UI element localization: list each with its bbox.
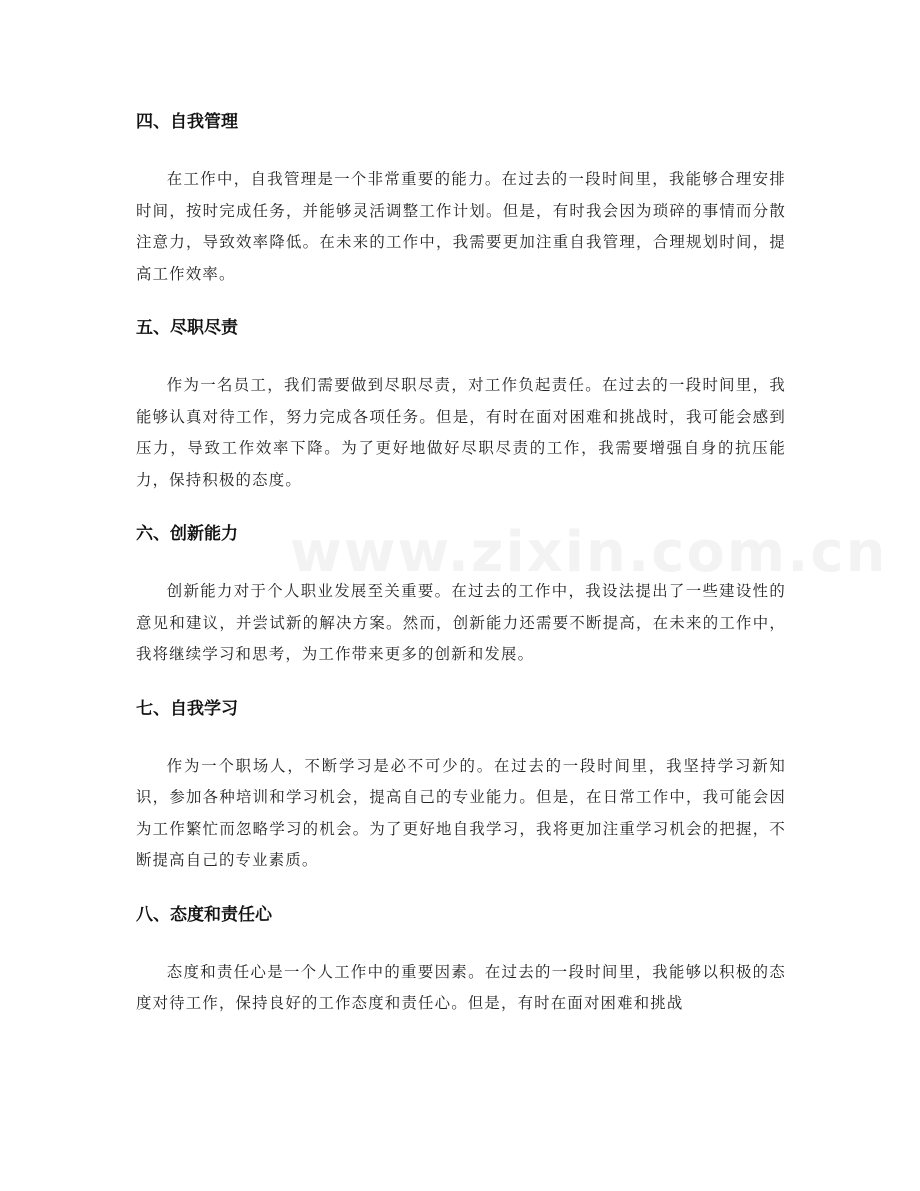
section-paragraph: 态度和责任心是一个人工作中的重要因素。在过去的一段时间里，我能够以积极的态度对待工作，保持良好的工作态度和责任心。但是，有时在面对困难和挑战 (136, 962, 786, 1012)
section-heading: 五、尽职尽责 (136, 318, 238, 338)
section-self-learning (136, 694, 786, 877)
section-heading: 四、自我管理 (136, 112, 238, 132)
section-paragraph: 作为一个职场人，不断学习是必不可少的。在过去的一段时间里，我坚持学习新知识，参加各种培训和学习机会，提高自己的专业能力。但是，在日常工作中，我可能会因为工作繁忙而忽略学习的机会。为了更好地自我学习，我将更加注重学习机会的把握，不断提高自己的专业素质。 (136, 756, 786, 869)
section-self-management (136, 107, 786, 290)
section-heading: 八、态度和责任心 (136, 904, 272, 925)
section-innovation (136, 519, 786, 671)
section-paragraph: 作为一名员工，我们需要做到尽职尽责，对工作负起责任。在过去的一段时间里，我能够认真对待工作，努力完成各项任务。但是，有时在面对困难和挑战时，我可能会感到压力，导致工作效率下降。为了更好地做好尽职尽责的工作，我需要增强自身的抗压能力，保持积极的态度。 (136, 376, 786, 489)
section-heading: 七、自我学习 (136, 698, 238, 719)
section-due-diligence (136, 313, 786, 496)
document-body (136, 107, 786, 1043)
section-paragraph: 在工作中，自我管理是一个非常重要的能力。在过去的一段时间里，我能够合理安排时间，按时完成任务，并能够灵活调整工作计划。但是，有时我会因为琐碎的事情而分散注意力，导致效率降低。在未来的工作中，我需要更加注重自我管理，合理规划时间，提高工作效率。 (136, 170, 786, 283)
section-heading: 六、创新能力 (136, 524, 238, 544)
section-attitude-responsibility (136, 900, 786, 1020)
section-paragraph: 创新能力对于个人职业发展至关重要。在过去的工作中，我设法提出了一些建设性的意见和建议，并尝试新的解决方案。然而，创新能力还需要不断提高，在未来的工作中，我将继续学习和思考，为工作带来更多的创新和发展。 (136, 582, 786, 663)
